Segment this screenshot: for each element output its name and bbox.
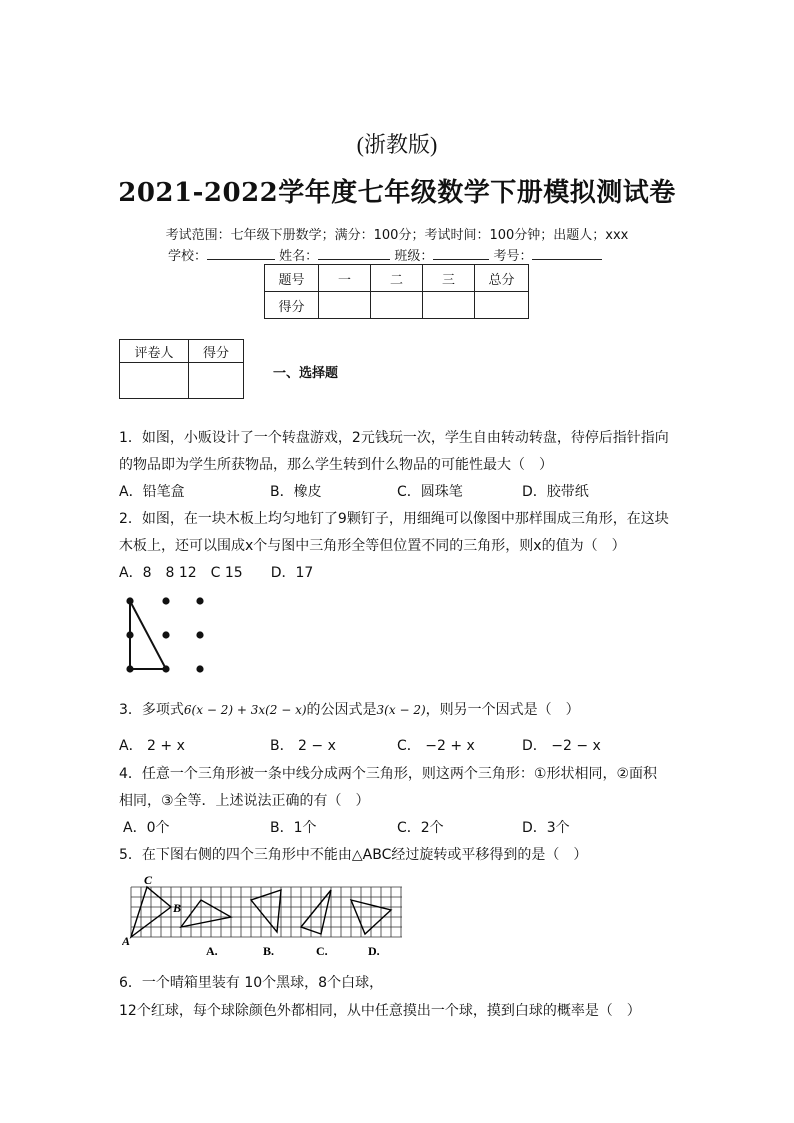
score-cell[interactable]: [319, 292, 371, 319]
question-2-line-1: 2．如图，在一块木板上均匀地钉了9颗钉子，用细绳可以像图中那样围成三角形，在这块: [119, 511, 669, 527]
score-table-score-row: [265, 292, 529, 319]
nail-dot: [196, 597, 203, 604]
score-header-cell: 题号: [265, 265, 319, 292]
triangle-shape: [130, 601, 166, 669]
question-3-common-factor: 3(x − 2): [376, 703, 426, 717]
student-fields: [168, 245, 602, 264]
score-table: [264, 264, 529, 319]
question-3-option-d[interactable]: D． −2 − x: [522, 738, 601, 754]
grader-cell[interactable]: [120, 363, 189, 399]
question-3-option-a[interactable]: A． 2 + x: [119, 738, 185, 754]
question-3-option-b[interactable]: B． 2 − x: [270, 738, 336, 754]
number-blank[interactable]: [532, 247, 602, 260]
figure-label: B.: [263, 944, 275, 958]
nail-dot: [126, 631, 133, 638]
question-4-line-2: 相同，③全等．上述说法正确的有（ ）: [119, 793, 370, 809]
figure-label: D.: [368, 944, 380, 958]
grader-input-row: [120, 363, 244, 399]
question-3-prefix: 3．多项式: [119, 702, 184, 718]
figure-label: A.: [206, 944, 218, 958]
question-4-option-a[interactable]: A．0个: [123, 820, 170, 836]
question-1-option-c[interactable]: C．圆珠笔: [397, 484, 463, 500]
question-6-line-1: 6．一个晴箱里装有 10个黑球，8个白球，: [119, 975, 384, 991]
question-3-suffix: ，则另一个因式是（ ）: [425, 702, 580, 718]
edition-label: (浙教版): [356, 132, 438, 157]
figure-label: C: [144, 873, 153, 887]
score-header-cell: 二: [371, 265, 423, 292]
school-blank[interactable]: [207, 247, 275, 260]
score-table-header-row: [265, 265, 529, 292]
nail-dot: [196, 665, 203, 672]
question-2-options[interactable]: A．8 8 12 C 15 D．17: [119, 565, 314, 581]
nail-board-figure: [120, 592, 212, 676]
nail-dot: [126, 665, 133, 672]
rotation-grid-figure: [122, 872, 407, 962]
name-blank[interactable]: [318, 247, 390, 260]
triangle-option-b: [251, 890, 281, 932]
nail-dot: [162, 665, 169, 672]
figure-label: B: [173, 901, 182, 915]
triangle-option-c: [301, 890, 331, 934]
grader-header-cell: 得分: [189, 340, 244, 363]
number-label: 考号：: [493, 249, 533, 264]
question-1-line-2: 的物品即为学生所获物品，那么学生转到什么物品的可能性最大（ ）: [119, 457, 553, 473]
figure-label: C.: [316, 944, 328, 958]
school-label: 学校：: [168, 249, 208, 264]
question-3-stem: [119, 699, 580, 719]
question-4-option-d[interactable]: D．3个: [522, 820, 570, 836]
score-header-cell: 一: [319, 265, 371, 292]
nail-dot: [162, 597, 169, 604]
nail-dot: [126, 597, 133, 604]
question-6-line-2: 12个红球，每个球除颜色外都相同，从中任意摸出一个球，摸到白球的概率是（ ）: [119, 1003, 641, 1019]
question-4-line-1: 4．任意一个三角形被一条中线分成两个三角形，则这两个三角形：①形状相同，②面积: [119, 766, 658, 782]
name-label: 姓名：: [279, 249, 319, 264]
score-cell[interactable]: [475, 292, 529, 319]
score-header-cell: 三: [423, 265, 475, 292]
question-1-line-1: 1．如图，小贩设计了一个转盘游戏，2元钱玩一次，学生自由转动转盘，待停后指针指向: [119, 430, 669, 446]
exam-info: 考试范围：七年级下册数学；满分：100分；考试时间：100分钟；出题人；xxx: [165, 228, 629, 243]
grader-cell[interactable]: [189, 363, 244, 399]
score-cell[interactable]: [371, 292, 423, 319]
figure-label: A: [122, 934, 131, 948]
grader-header-cell: 评卷人: [120, 340, 189, 363]
question-1-option-b[interactable]: B．橡皮: [270, 484, 322, 500]
question-3-middle: 的公因式是: [306, 702, 377, 718]
nail-dot: [162, 631, 169, 638]
grader-header-row: [120, 340, 244, 363]
question-5-line-1: 5．在下图右侧的四个三角形中不能由△ABC经过旋转或平移得到的是（ ）: [119, 847, 588, 863]
question-1-option-d[interactable]: D．胶带纸: [522, 484, 589, 500]
section-heading: 一、选择题: [273, 366, 339, 381]
score-header-cell: 总分: [475, 265, 529, 292]
question-4-option-b[interactable]: B．1个: [270, 820, 317, 836]
triangle-option-a: [181, 900, 231, 927]
question-4-option-c[interactable]: C．2个: [397, 820, 444, 836]
question-3-option-c[interactable]: C． −2 + x: [397, 738, 475, 754]
question-1-option-a[interactable]: A．铅笔盒: [119, 484, 185, 500]
grader-table: [119, 339, 244, 399]
score-cell[interactable]: [423, 292, 475, 319]
class-blank[interactable]: [433, 247, 489, 260]
exam-title: 2021-2022学年度七年级数学下册模拟测试卷: [118, 178, 676, 208]
class-label: 班级：: [394, 249, 434, 264]
score-row-label: 得分: [265, 292, 319, 319]
question-3-polynomial: 6(x − 2) + 3x(2 − x): [183, 703, 307, 717]
nail-dot: [196, 631, 203, 638]
question-2-line-2: 木板上，还可以围成x个与图中三角形全等但位置不同的三角形，则x的值为（ ）: [119, 538, 626, 554]
